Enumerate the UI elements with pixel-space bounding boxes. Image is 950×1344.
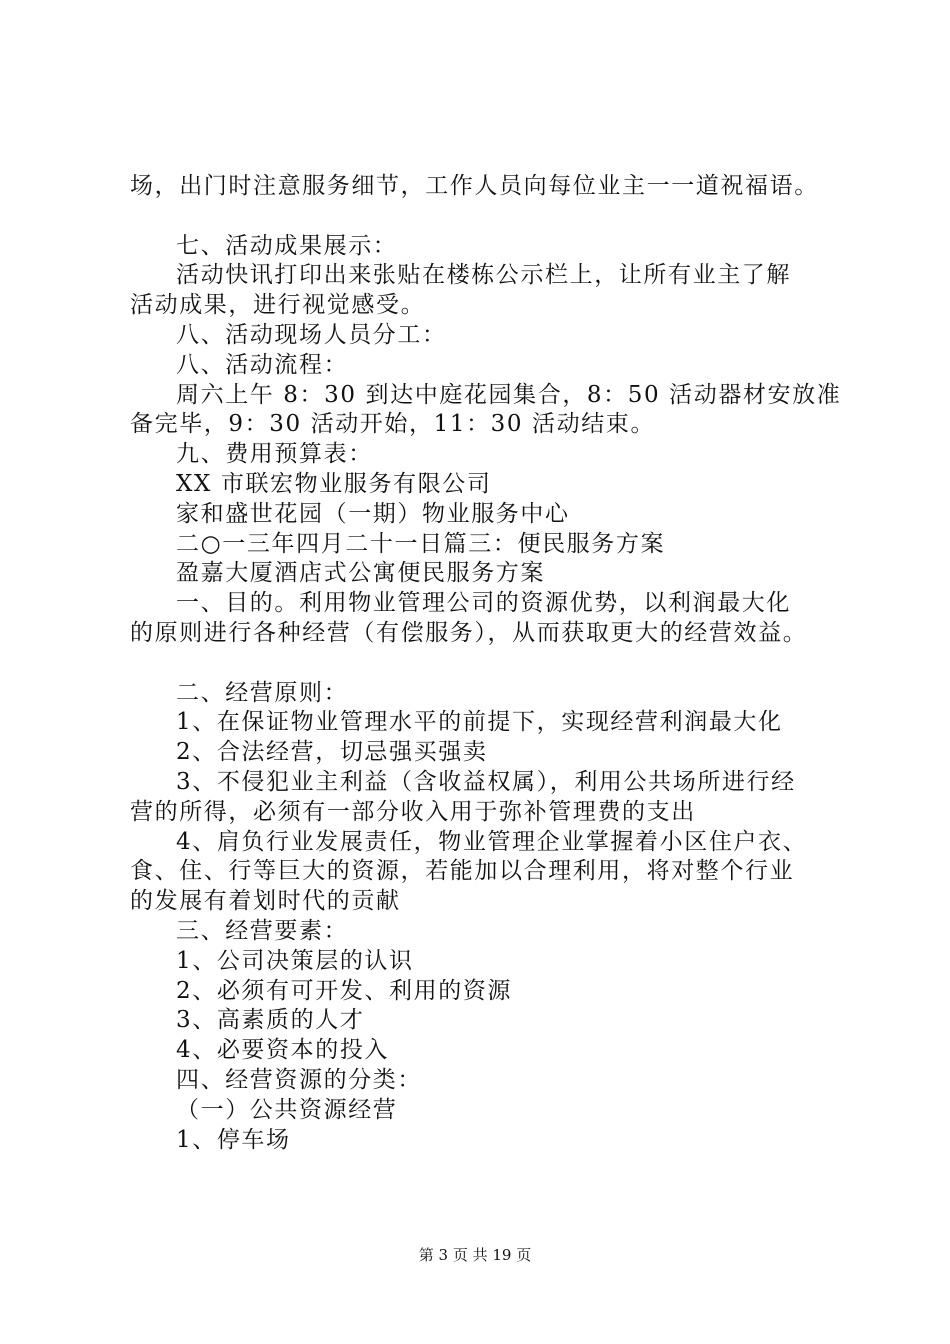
text-line: 3、不侵犯业主利益（含收益权属），利用公共场所进行经 xyxy=(176,768,796,795)
text-line: 食、住、行等巨大的资源，若能加以合理利用，将对整个行业 xyxy=(130,858,795,885)
text-line: 3、高素质的人才 xyxy=(176,1007,365,1034)
section-heading: 七、活动成果展示： xyxy=(176,232,398,259)
text-line: 4、必要资本的投入 xyxy=(176,1037,390,1064)
text-line: 2、合法经营，切忌强买强卖 xyxy=(176,739,488,766)
text-line: 活动成果，进行视觉感受。 xyxy=(130,292,426,319)
text-line: 场，出门时注意服务细节，工作人员向每位业主一一道祝福语。 xyxy=(130,173,819,199)
text-line: 2、必须有可开发、利用的资源 xyxy=(176,977,513,1004)
document-body xyxy=(130,172,850,1155)
text-line: （一）公共资源经营 xyxy=(176,1096,398,1123)
text-line: 一、目的。利用物业管理公司的资源优势，以利润最大化 xyxy=(176,590,791,617)
text-line: 二○一三年四月二十一日篇三：便民服务方案 xyxy=(176,530,666,557)
text-line: 备完毕，9：30 活动开始，11：30 活动结束。 xyxy=(130,411,656,438)
blank-line xyxy=(130,649,850,679)
section-heading: 八、活动流程： xyxy=(176,351,349,378)
text-line: 的原则进行各种经营（有偿服务），从而获取更大的经营效益。 xyxy=(130,619,808,646)
text-line: 盈嘉大厦酒店式公寓便民服务方案 xyxy=(176,560,545,587)
text-line: 1、公司决策层的认识 xyxy=(176,947,414,974)
text-line: XX 市联宏物业服务有限公司 xyxy=(176,470,492,497)
text-line: 营的所得，必须有一部分收入用于弥补管理费的支出 xyxy=(130,798,696,825)
text-line: 1、停车场 xyxy=(176,1126,291,1153)
text-line: 活动快讯打印出来张贴在楼栋公示栏上，让所有业主了解 xyxy=(176,262,791,289)
text-line: 的发展有着划时代的贡献 xyxy=(130,888,401,915)
blank-line xyxy=(130,202,850,232)
text-line: 周六上午 8：30 到达中庭花园集合，8：50 活动器材安放准 xyxy=(176,381,842,408)
section-heading: 四、经营资源的分类： xyxy=(176,1066,422,1093)
text-line: 家和盛世花园（一期）物业服务中心 xyxy=(176,500,570,527)
section-heading: 二、经营原则： xyxy=(176,679,349,706)
section-heading: 三、经营要素： xyxy=(176,917,349,944)
page-number-footer: 第 3 页 共 19 页 xyxy=(418,1246,532,1264)
text-line: 4、肩负行业发展责任，物业管理企业掌握着小区住户衣、 xyxy=(176,828,808,855)
section-heading: 九、费用预算表： xyxy=(176,441,373,468)
section-heading: 八、活动现场人员分工： xyxy=(176,321,447,348)
text-line: 1、在保证物业管理水平的前提下，实现经营利润最大化 xyxy=(176,709,783,736)
